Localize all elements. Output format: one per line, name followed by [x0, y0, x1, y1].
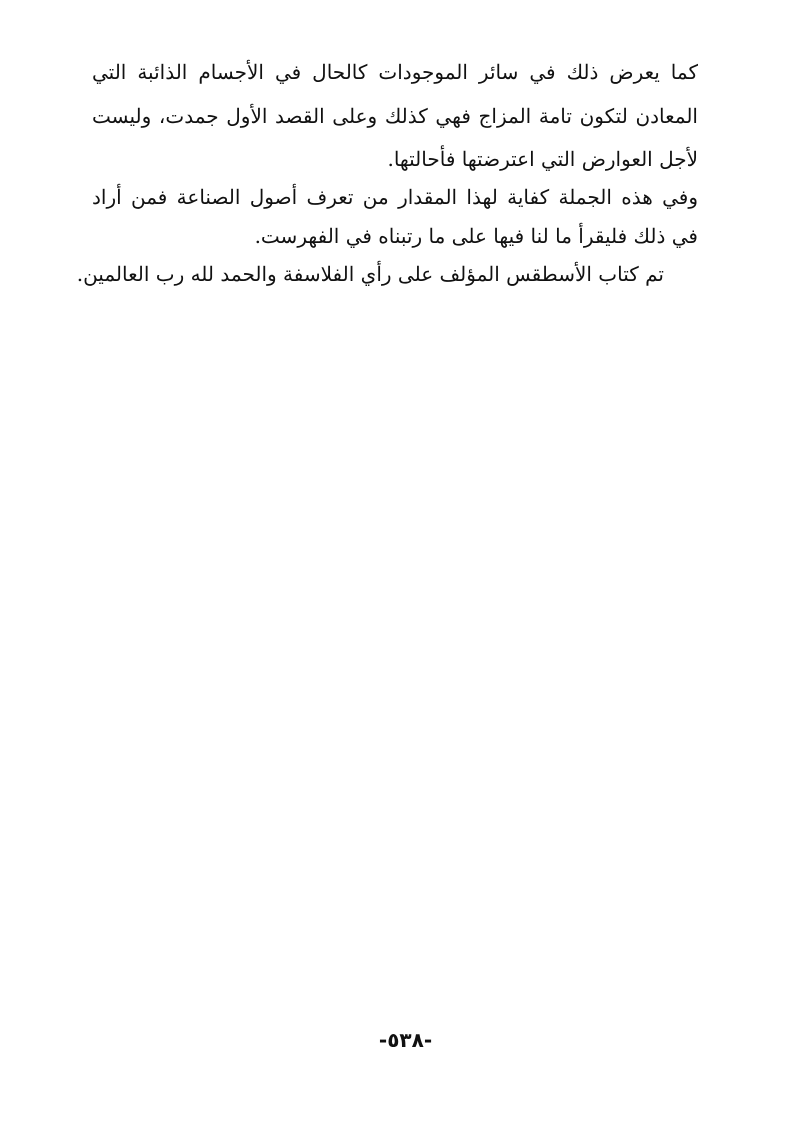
paragraph-3-line-1: تم كتاب الأسطقس المؤلف على رأي الفلاسفة والحمد لله رب العالمين.: [76, 262, 664, 286]
paragraph-1-line-2: المعادن لتكون تامة المزاج فهي كذلك وعلى القصد الأول جمدت، وليست: [92, 104, 698, 128]
paragraph-2-line-1: وفي هذه الجملة كفاية لهذا المقدار من تعرف أصول الصناعة فمن أراد: [92, 185, 698, 209]
page-number: -٥٣٨-: [378, 1028, 433, 1052]
paragraph-1-line-1: كما يعرض ذلك في سائر الموجودات كالحال في الأجسام الذائبة التي: [92, 60, 698, 84]
paragraph-1-line-3: لأجل العوارض التي اعترضتها فأحالتها.: [387, 147, 698, 171]
paragraph-2-line-2: في ذلك فليقرأ ما لنا فيها على ما رتبناه في الفهرست.: [254, 224, 698, 248]
